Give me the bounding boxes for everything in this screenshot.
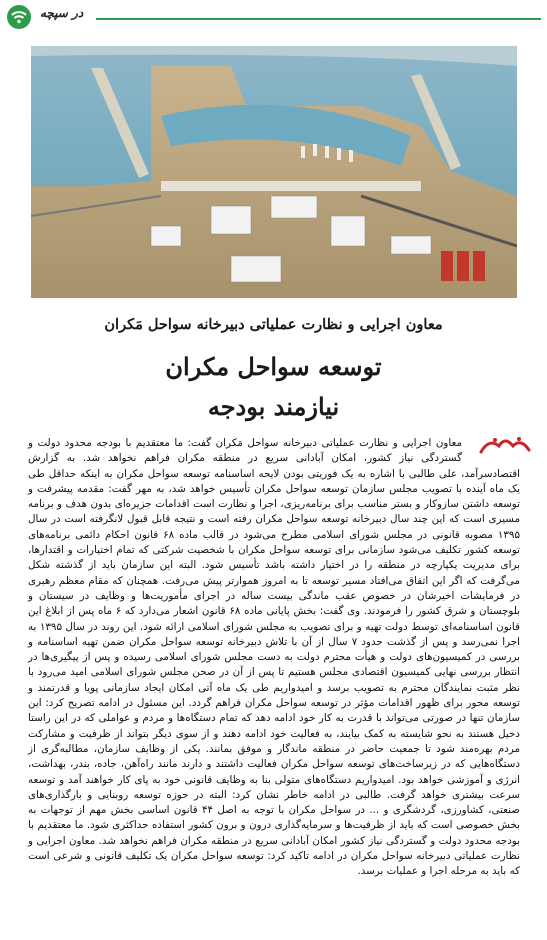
page-header [0,0,547,34]
article-photo [31,46,517,298]
article-headline-line1: توسعه سواحل مکران [165,352,382,381]
harbor-aerial-image [31,46,517,298]
article-body-text: معاون اجرایی و نظارت عملیاتی دبیرخانه سواحل مَکران گفت: ما معتقدیم با بودجه محدود دولت و گستردگی نیاز کشور، امکان آبادانی سریع در منطقه مکران فراهم نخواهد شد. به گزارش اقتصادسرآمد، علی طالبی با اشاره به یک فوریتی بودن لایحه اساسنامه توسعه سواحل مکران به اینکه حداقل طی یک ماه آینده با تصویب مجلس سازمان توسعه سواحل مکران تأسیس خواهد شد، به مهر گفت: مقدمه پیشرفت و توسعه داشتن سازوکار و بستر مناسب برای برنامه‌ریزی، اجرا و نظارت است اقدامات جزیره‌ای بدون هدف و برنامه مسیری است که این چند سال دبیرخانه توسعه سواحل مکران رفته است و نتیجه قابل قبول لانگرفته است در سال ۱۳۹۵ مصوبه قانونی در مجلس شورای اسلامی مطرح می‌شود در قالب ماده ۶۸ قانون احکام دائمی برنامه‌های توسعه کشور تکلیف می‌شود سازمانی برای توسعه سواحل مکران با شخصیت شرکتی که تمام اختیارات و اقتدارها، برای مدیریت یکپارچه در منطقه را در اختیار داشته باشد تأسیس شود. البته این سازمان باید از گذشته شکل می‌گرفت که اگر این اتفاق می‌افتاد مسیر توسعه تا به امروز هموارتر پیش می‌رفت. همچنان که مقام معظم رهبری در فرمایشات اخیرشان در خصوص عقب ماندگی بیست ساله در اجرای مأموریت‌ها و وظایف در سیستان و بلوچستان و شرق کشور را فرمودند. وی گفت: بخش پایانی ماده ۶۸ قانون اشعار می‌دارد که ۶ ماه پس از ابلاغ این قانون اساسنامه‌ای توسط دولت تهیه و برای تصویب به مجلس شورای اسلامی ارائه شود. این روند در سال ۱۳۹۵ به اجرا نمی‌رسد و پس از گذشت حدود ۷ سال از آن با تلاش دبیرخانه توسعه سواحل مکران ضمن تهیه اساسنامه و بررسی در کمیسیون‌های دولت و هیأت محترم دولت به دست مجلس شورای اسلامی رسیده و پس از پیگیری‌ها در انتظار بررسی نهایی کمیسیون اقتصادی مجلس هستیم تا پس از آن در صحن مجلس شورای اسلامی امید می‌رود با نظر مثبت نمایندگان محترم به تصویب برسد و امیدواریم طی یک ماه آتی امکان ایجاد سازمانی پویا و قدرتمند و توسعه محور برای ظهور اقدامات مؤثر در توسعه سواحل مکران فراهم گردد. این مسئول در ادامه تصریح کرد: این سازمان تنها در صورتی می‌تواند با قدرت به کار خود ادامه دهد که تمام دستگاه‌ها و مردم و عواملی که در این راستا دخیل هستند به نحو شایسته به کمک بیایند، به فعالیت خود ادامه دهند و از سوی دیگر بتواند از ظرفیت و مشارکت مردم بهره‌مند شود تا جمعیت حاضر در منطقه ماندگار و موفق بمانند. یکی از وظایف سازمان، مطالبه‌گری از دستگاه‌هایی که در زیرساخت‌های توسعه سواحل مکران فعالیت داشتند و دارند مانند راه‌آهن، جاده، بندر، بهداشت، انرژی و آموزشی خواهد بود. امیدواریم دستگاه‌های متولی بنا به وظایف قانونی خود به پای کار خواهند آمد و توسعه سرعت بیشتری خواهد گرفت. طالبی در ادامه خاطر نشان کرد: البته در حوزه توسعه روبنایی و بارگذاری‌های صنعتی، کشاورزی، گردشگری و ... در سواحل مکران با توجه به اصل ۴۴ قانون اساسی بخش مهم از توجهات به بخش خصوصی است که باید از ظرفیت‌ها و سرمایه‌گذاری درون و برون کشور استفاده حداکثری شود. ما معتقدیم با بودجه محدود دولت و گستردگی نیاز کشور امکان آبادانی سریع در منطقه مکران فراهم نخواهد شد. معاون اجرایی و نظارت عملیاتی دبیرخانه سواحل مکران در ادامه تاکید کرد: توسعه سواحل مکران یک تکلیف قانونی و شرعی است که باید به مرحله اجرا و عملیات برسد. [28,437,520,878]
article-body [28,436,520,880]
section-label: در سپچه [40,6,84,20]
article-headline-line2: نیازمند بودجه [207,392,340,421]
article-kicker: معاون اجرایی و نظارت عملیاتی دبیرخانه سواحل مَکران [104,316,443,333]
wifi-signal-icon [6,4,36,30]
drop-space [462,436,520,466]
header-divider [96,18,541,20]
